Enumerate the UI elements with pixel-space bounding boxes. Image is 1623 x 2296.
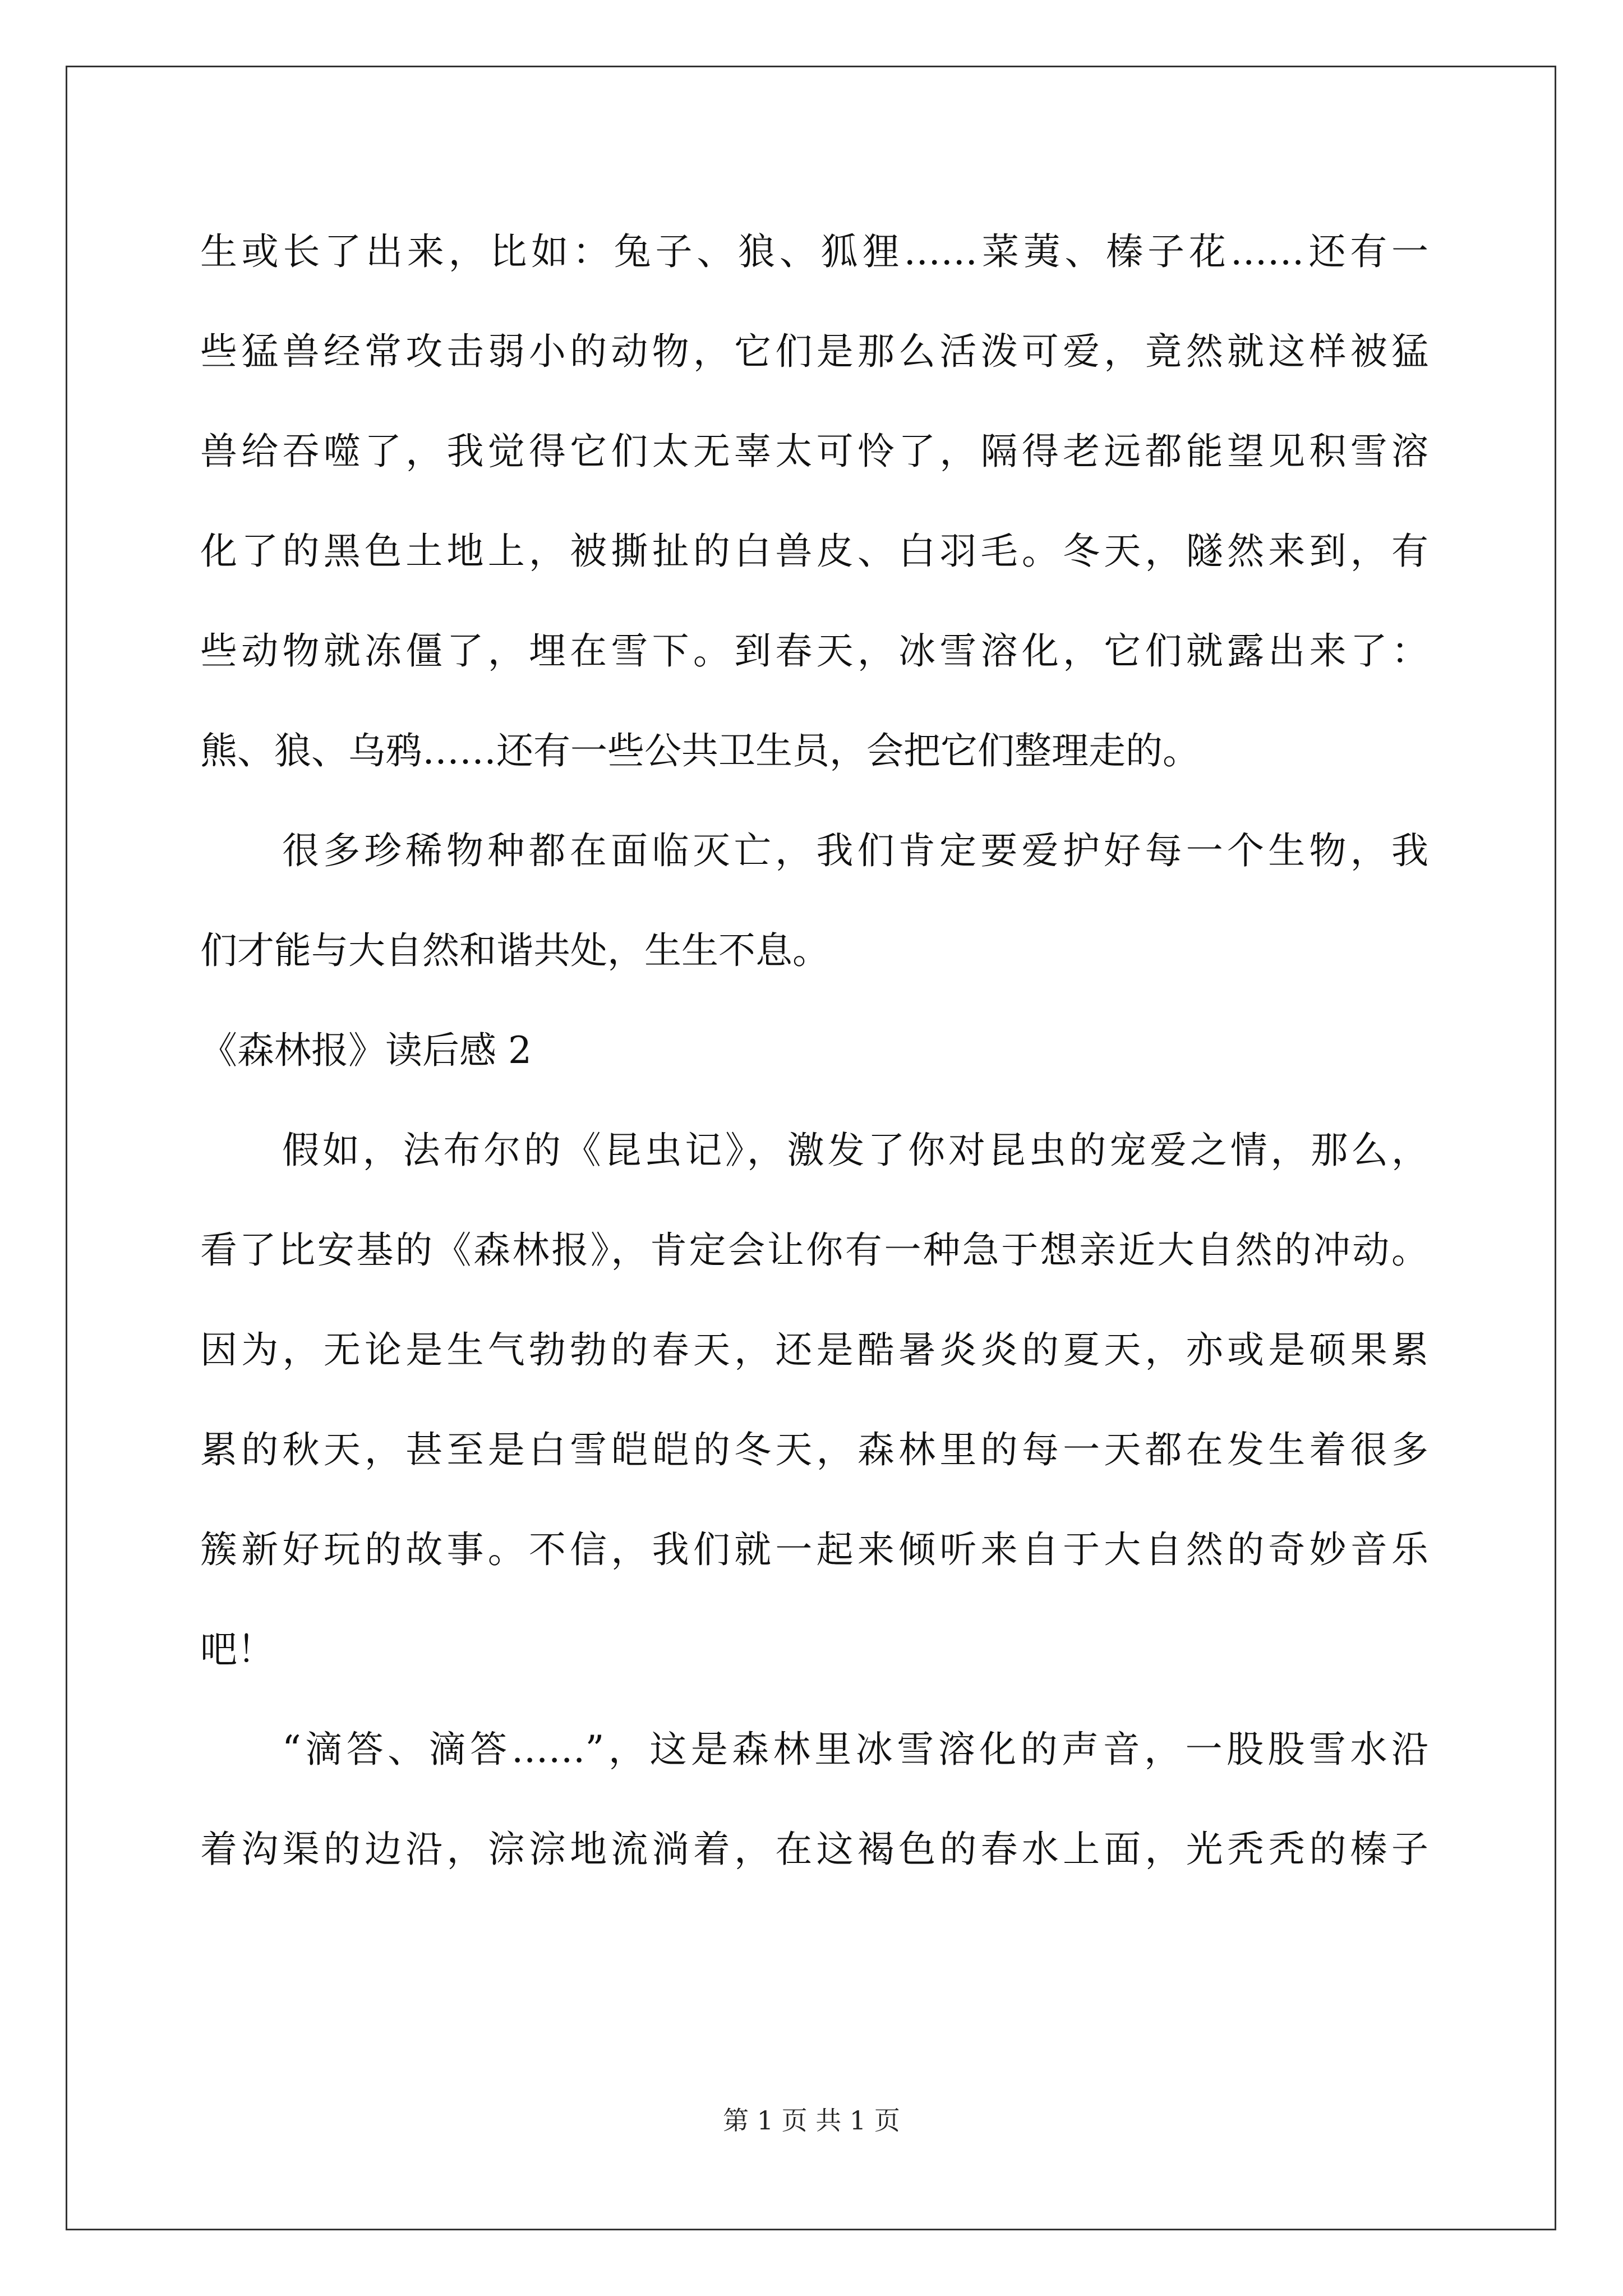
text-line-8: 们才能与大自然和谐共处，生生不息。 [200, 929, 829, 972]
text-line-7: 很多珍稀物种都在面临灭亡，我们肯定要爱护好每一个生物，我 [282, 829, 1428, 872]
text-line-5: 些动物就冻僵了，埋在雪下。到春天，冰雪溶化，它们就露出来了： [200, 629, 1428, 673]
text-line-3: 兽给吞噬了，我觉得它们太无辜太可怜了，隔得老远都能望见积雪溶 [200, 430, 1428, 473]
section-heading: 《森林报》读后感 2 [200, 1029, 532, 1072]
text-line-1: 生或长了出来，比如：兔子、狼、狐狸……菜荑、榛子花……还有一 [200, 230, 1428, 273]
page-footer: 第 1 页 共 1 页 [723, 2105, 900, 2136]
text-line-12: 因为，无论是生气勃勃的春天，还是酷暑炎炎的夏天，亦或是硕果累 [200, 1328, 1428, 1372]
text-line-11: 看了比安基的《森林报》，肯定会让你有一种急于想亲近大自然的冲动。 [200, 1228, 1428, 1272]
text-line-14: 簇新好玩的故事。不信，我们就一起来倾听来自于大自然的奇妙音乐 [200, 1528, 1428, 1571]
text-line-4: 化了的黑色土地上，被撕扯的白兽皮、白羽毛。冬天，隧然来到，有 [200, 530, 1428, 573]
text-line-16: “滴答、滴答……”，这是森林里冰雪溶化的声音，一股股雪水沿 [282, 1728, 1428, 1771]
text-line-15: 吧！ [200, 1628, 274, 1671]
text-line-6: 熊、狼、乌鸦……还有一些公共卫生员，会把它们整理走的。 [200, 729, 1200, 772]
text-line-2: 些猛兽经常攻击弱小的动物，它们是那么活泼可爱，竟然就这样被猛 [200, 330, 1428, 373]
text-line-10: 假如，法布尔的《昆虫记》，激发了你对昆虫的宠爱之情，那么， [282, 1129, 1428, 1172]
text-line-13: 累的秋天，甚至是白雪皑皑的冬天，森林里的每一天都在发生着很多 [200, 1428, 1428, 1471]
document-body [200, 202, 1428, 1899]
text-line-17: 着沟渠的边沿，淙淙地流淌着，在这褐色的春水上面，光秃秃的榛子 [200, 1828, 1428, 1871]
